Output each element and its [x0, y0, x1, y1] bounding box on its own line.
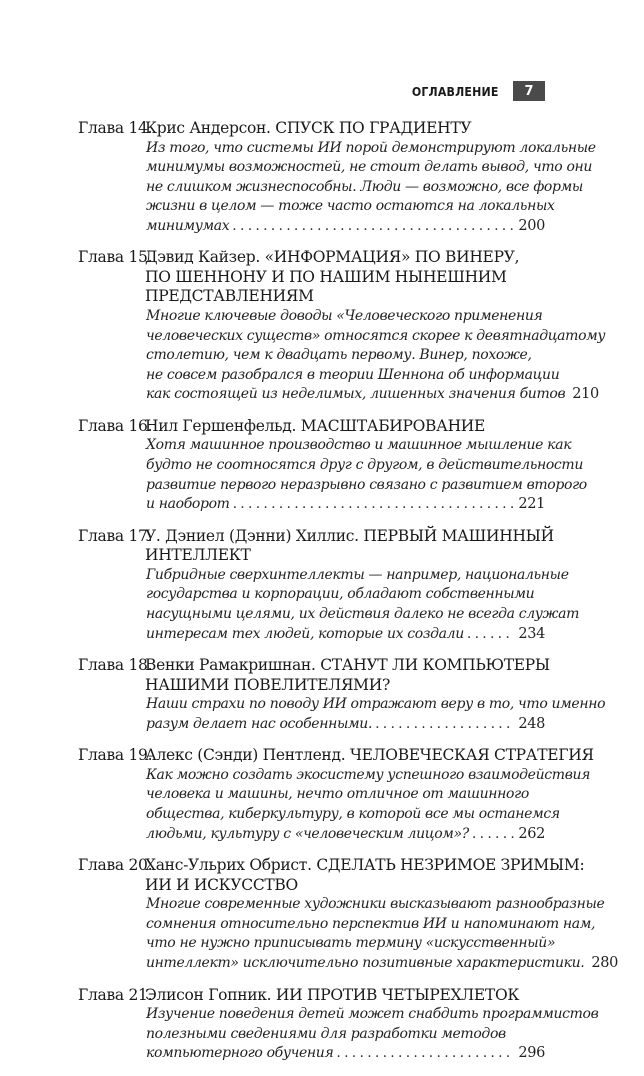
chapter-heading: [78, 656, 550, 695]
chapter-description: [146, 766, 591, 844]
page-reference[interactable]: 280: [591, 955, 619, 972]
description-last-line: [146, 217, 545, 237]
chapter-title-line: Крис Андерсон. СПУСК ПО ГРАДИЕНТУ: [145, 119, 472, 137]
chapter-heading: [78, 526, 554, 566]
chapter-title: [145, 656, 550, 695]
description-line: и наоборот: [146, 496, 230, 513]
description-line: интеллект» исключительно позитивные характеристики.: [146, 955, 585, 972]
chapter-title: [145, 119, 545, 139]
chapter-title-line: Ханс-Ульрих Обрист. СДЕЛАТЬ НЕЗРИМОЕ ЗРИМЫМ:: [145, 856, 585, 875]
description-line: общества, киберкультуру, в которой все мы останемся: [146, 806, 560, 823]
description-line: не слишком жизнеспособны. Люди — возможно, все формы: [146, 178, 583, 195]
chapter-title: [145, 527, 554, 566]
chapter-title-line: ИНТЕЛЛЕКТ: [145, 546, 251, 565]
running-head: [0, 81, 545, 101]
description-line: минимумы возможностей, не стоит делать вывод, что они: [146, 159, 593, 176]
description-last-line: [146, 825, 545, 845]
description-line: не совсем разобрался в теории Шеннона об информации: [146, 366, 560, 383]
chapter-label: Глава 14.: [78, 119, 153, 137]
chapter-label: Глава 17.: [78, 526, 153, 545]
page-reference[interactable]: 262: [518, 825, 545, 842]
dot-leader: [333, 1044, 514, 1064]
description-line: как состоящей из неделимых, лишенных значения битов: [146, 386, 566, 403]
description-line: Изучение поведения детей может снабдить программистов: [146, 1006, 599, 1023]
page-reference[interactable]: 234: [518, 625, 545, 642]
chapter-title: [145, 856, 584, 895]
dot-leader: [230, 495, 515, 515]
chapter-heading: [78, 986, 545, 1006]
chapter-label: Глава 21.: [78, 985, 153, 1004]
toc-entry[interactable]: [78, 526, 580, 644]
description-line: Наши страхи по поводу ИИ отражают веру в то, что именно: [146, 696, 606, 713]
description-last-line: [146, 954, 619, 974]
chapter-title-line: ПРЕДСТАВЛЕНИЯМ: [145, 287, 314, 306]
description-last-line: [146, 1044, 545, 1064]
description-line: людьми, культуру с «человеческим лицом»?: [146, 825, 469, 842]
chapter-description: [146, 695, 606, 734]
description-line: полезными сведениями для разработки методов: [146, 1025, 506, 1042]
description-last-line: [146, 385, 599, 405]
dot-leader: [469, 825, 514, 845]
table-of-contents: [78, 119, 619, 1076]
chapter-heading: [78, 746, 594, 766]
chapter-description: [146, 1005, 599, 1064]
chapter-heading: [78, 856, 585, 895]
chapter-title-line: Дэвид Кайзер. «ИНФОРМАЦИЯ» ПО ВИНЕРУ,: [145, 248, 520, 267]
chapter-title-line: Элисон Гопник. ИИ ПРОТИВ ЧЕТЫРЕХЛЕТОК: [145, 985, 520, 1004]
page-reference[interactable]: 200: [518, 217, 545, 234]
chapter-description: [146, 566, 580, 644]
chapter-label: Глава 20.: [78, 856, 153, 875]
toc-entry[interactable]: [78, 746, 594, 844]
chapter-heading: [78, 248, 545, 307]
chapter-title-line: У. Дэниел (Дэнни) Хиллис. ПЕРВЫЙ МАШИННЫЙ: [145, 526, 554, 545]
description-line: сомнения относительно перспектив ИИ и напоминают нам,: [146, 915, 596, 932]
toc-entry[interactable]: [78, 416, 587, 515]
toc-entry[interactable]: [78, 119, 596, 236]
page-reference[interactable]: 210: [572, 386, 599, 403]
description-line: компьютерного обучения: [146, 1045, 334, 1062]
chapter-title-line: ИИ И ИСКУССТВО: [145, 875, 298, 894]
description-line: человеческих существ» относятся скорее к девятнадцатому: [146, 327, 606, 344]
chapter-title-line: Алекс (Сэнди) Пентленд. ЧЕЛОВЕЧЕСКАЯ СТРАТЕГИЯ: [145, 746, 594, 765]
description-last-line: [146, 495, 545, 515]
chapter-label: Глава 16.: [78, 416, 153, 435]
description-line: Как можно создать экосистему успешного взаимодействия: [146, 766, 591, 783]
description-line: государства и корпорации, обладают собственными: [146, 586, 535, 603]
description-line: развитие первого неразрывно связано с развитием второго: [146, 476, 587, 493]
description-line: насущными целями, их действия далеко не всегда служат: [146, 606, 580, 622]
chapter-title-line: Нил Гершенфельд. МАСШТАБИРОВАНИЕ: [145, 416, 486, 435]
description-line: Гибридные сверхинтеллекты — например, национальные: [146, 566, 569, 583]
chapter-title: [145, 746, 594, 766]
chapter-description: [146, 139, 596, 237]
toc-entry[interactable]: [78, 248, 606, 404]
description-line: человека и машины, нечто отличное от машинного: [146, 786, 529, 803]
running-head-title: ОГЛАВЛЕНИЕ: [412, 83, 499, 99]
chapter-title: [145, 248, 545, 307]
description-last-line: [146, 715, 545, 735]
page-reference[interactable]: 221: [518, 496, 545, 513]
description-line: интересам тех людей, которые их создали: [146, 625, 464, 642]
description-line: Хотя машинное производство и машинное мышление как: [146, 437, 572, 454]
description-line: жизни в целом — тоже часто остаются на локальных: [146, 198, 555, 215]
description-line: будто не соотносятся друг с другом, в действительности: [146, 457, 583, 474]
toc-entry[interactable]: [78, 656, 606, 734]
page-reference[interactable]: 296: [518, 1045, 545, 1062]
description-line: минимумах: [146, 217, 230, 234]
chapter-title: [145, 417, 545, 437]
chapter-description: [146, 895, 619, 973]
chapter-heading: [78, 119, 545, 139]
page-reference[interactable]: 248: [518, 715, 545, 732]
description-line: разум делает нас особенными.: [146, 715, 373, 732]
toc-entry[interactable]: [78, 985, 599, 1064]
chapter-label: Глава 19.: [78, 746, 153, 765]
description-line: что не нужно приписывать термину «искусственный»: [146, 935, 556, 952]
page-number-badge: 7: [513, 81, 545, 101]
dot-leader: [464, 625, 514, 645]
dot-leader: [372, 715, 514, 735]
chapter-heading: [78, 417, 545, 437]
chapter-title: [145, 986, 545, 1006]
toc-entry[interactable]: [78, 856, 619, 973]
description-line: столетию, чем к двадцать первому. Винер, похоже,: [146, 347, 532, 364]
chapter-description: [146, 307, 606, 405]
description-line: Из того, что системы ИИ порой демонстрируют локальные: [146, 139, 596, 156]
chapter-title-line: ПО ШЕННОНУ И ПО НАШИМ НЫНЕШНИМ: [145, 267, 507, 286]
chapter-description: [146, 436, 587, 514]
chapter-title-line: Венки Рамакришнан. СТАНУТ ЛИ КОМПЬЮТЕРЫ: [145, 656, 550, 675]
chapter-label: Глава 18.: [78, 656, 153, 675]
dot-leader: [229, 217, 514, 237]
chapter-title-line: НАШИМИ ПОВЕЛИТЕЛЯМИ?: [145, 675, 390, 694]
chapter-label: Глава 15.: [78, 248, 153, 267]
description-line: Многие ключевые доводы «Человеческого применения: [146, 307, 543, 324]
description-last-line: [146, 625, 545, 645]
description-line: Многие современные художники высказывают разнообразные: [146, 896, 605, 913]
